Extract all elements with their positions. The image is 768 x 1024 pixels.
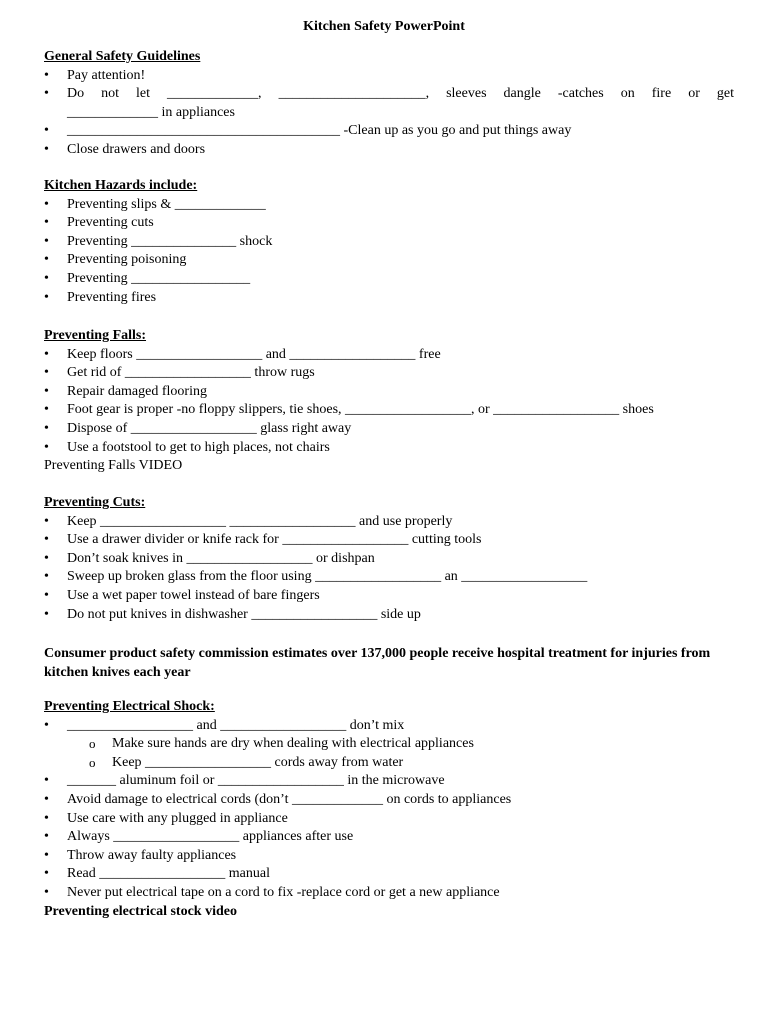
list-item: • Do not put knives in dishwasher __________________ side up — [44, 606, 734, 625]
list-item: • _______ aluminum foil or __________________ in the microwave — [44, 772, 734, 791]
sub-list-item: o Keep __________________ cords away from water — [44, 754, 734, 773]
section-heading: General Safety Guidelines — [44, 49, 201, 64]
list-item: • Preventing _______________ shock — [44, 233, 734, 252]
general-safety-section — [44, 48, 734, 160]
list-item: • Pay attention! — [44, 67, 734, 86]
document-title: Kitchen Safety PowerPoint — [303, 19, 465, 34]
list-item: • Use a wet paper towel instead of bare fingers — [44, 587, 734, 606]
preventing-electrical-shock-section — [44, 698, 734, 921]
falls-video-link: Preventing Falls VIDEO — [44, 458, 183, 474]
list-item: • Don’t soak knives in __________________ or dishpan — [44, 550, 734, 569]
list-item: • Preventing cuts — [44, 214, 734, 233]
list-item: • Get rid of __________________ throw rugs — [44, 364, 734, 383]
list-item: • Throw away faulty appliances — [44, 847, 734, 866]
list-item: • Keep floors __________________ and __________________ free — [44, 346, 734, 365]
list-item: • Use care with any plugged in appliance — [44, 810, 734, 829]
preventing-falls-list — [44, 346, 734, 458]
list-item: • Repair damaged flooring — [44, 383, 734, 402]
preventing-falls-section — [44, 327, 734, 476]
list-item: • Preventing slips & _____________ — [44, 196, 734, 215]
list-item: • Use a drawer divider or knife rack for __________________ cutting tools — [44, 531, 734, 550]
electrical-video-link: Preventing electrical stock video — [44, 903, 237, 919]
list-item: • Always __________________ appliances after use — [44, 828, 734, 847]
general-safety-list — [44, 67, 734, 160]
preventing-cuts-list — [44, 513, 734, 625]
list-item-continuation: _____________ in appliances — [67, 104, 235, 120]
list-item: • Preventing fires — [44, 289, 734, 308]
knife-injury-statistic: Consumer product safety commission estimates over 137,000 people receive hospital treatment for injuries from kitchen knives each year — [44, 646, 711, 680]
section-heading: Preventing Falls: — [44, 328, 147, 343]
section-heading: Kitchen Hazards include: — [44, 178, 198, 193]
kitchen-hazards-list — [44, 196, 734, 308]
list-item: • Never put electrical tape on a cord to fix -replace cord or get a new appliance — [44, 884, 734, 903]
section-heading: Preventing Cuts: — [44, 495, 146, 510]
list-item: • Avoid damage to electrical cords (don’t _____________ on cords to appliances — [44, 791, 734, 810]
list-item: • Do not let _____________, _____________________, sleeves dangle -catches on fire or get — [44, 85, 734, 104]
preventing-electrical-list — [44, 717, 734, 903]
list-item: • Foot gear is proper -no floppy slippers, tie shoes, __________________, or __________________ shoes — [44, 401, 734, 420]
kitchen-hazards-section — [44, 177, 734, 307]
list-item: • Sweep up broken glass from the floor using __________________ an __________________ — [44, 568, 734, 587]
list-item: • Read __________________ manual — [44, 865, 734, 884]
list-item: • Close drawers and doors — [44, 141, 734, 160]
section-heading: Preventing Electrical Shock: — [44, 699, 215, 714]
list-item: • Keep __________________ __________________ and use properly — [44, 513, 734, 532]
preventing-cuts-section — [44, 494, 734, 624]
list-item: • Preventing _________________ — [44, 270, 734, 289]
list-item: • Dispose of __________________ glass right away — [44, 420, 734, 439]
list-item: • _______________________________________ -Clean up as you go and put things away — [44, 122, 734, 141]
list-item: • __________________ and __________________ don’t mix — [44, 717, 734, 736]
sub-list-item: o Make sure hands are dry when dealing with electrical appliances — [44, 735, 734, 754]
list-item: • Use a footstool to get to high places, not chairs — [44, 439, 734, 458]
list-item: • Preventing poisoning — [44, 251, 734, 270]
